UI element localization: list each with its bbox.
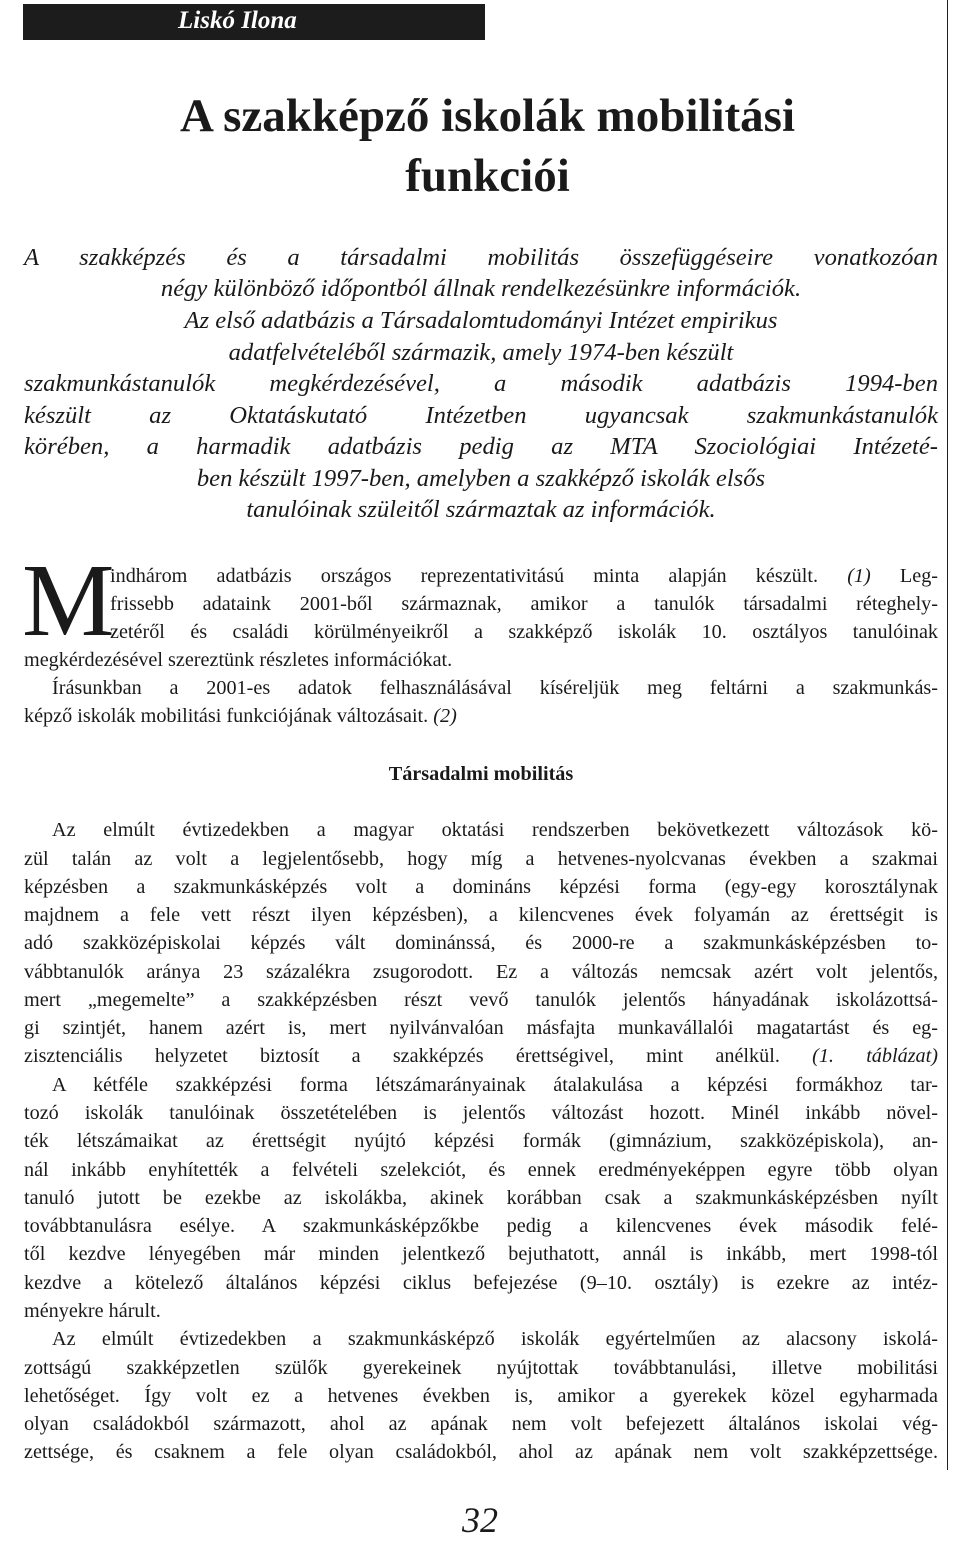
abstract-line: tanulóinak szüleitől származtak az információk. <box>246 496 716 523</box>
article-title-line-1: A szakképző iskolák mobilitási <box>179 90 796 142</box>
page-number: 32 <box>462 1500 498 1540</box>
author-name: Liskó Ilona <box>178 7 297 34</box>
abstract-line: körében, a harmadik adatbázis pedig az MTA Szociológiai Intézeté- <box>24 433 938 460</box>
author-header-bar <box>23 4 485 40</box>
body-line: lehetőséget. Így volt ez a hetvenes években is, amikor a gyerekek közel egyharmada <box>24 1385 938 1407</box>
intro-line: zetéről és családi körülményeikről a szakképző iskolák 10. osztályos tanulóinak <box>110 621 938 643</box>
section-heading: Társadalmi mobilitás <box>388 763 574 785</box>
body-line: tanuló jutott be ezekbe az iskolákba, akinek korábban csak a szakmunkásképzésben nyílt <box>24 1187 938 1209</box>
intro-line-1-end: Leg- <box>899 565 939 587</box>
body-line: kezdve a kötelező általános képzési ciklus befejezése (9–10. osztály) is ezekre az intéz- <box>24 1272 938 1294</box>
body-line: tozó iskolák tanulóinak összetételében is jelentős változást hozott. Minél inkább növel- <box>24 1102 938 1124</box>
article-title-line-2: funkciói <box>405 150 570 202</box>
body-line: Az elmúlt évtizedekben a magyar oktatási rendszerben bekövetkezett változások kö- <box>52 819 938 841</box>
intro-line <box>24 702 938 730</box>
body-line: olyan családokból származott, ahol az apának nem volt befejezett általános iskolai vég- <box>24 1413 938 1435</box>
intro-line <box>110 562 938 590</box>
body-line <box>24 1042 938 1070</box>
body-line: vábbtanulók aránya 23 százalékra zsugorodott. Ez a változás nemcsak azért volt jelentős, <box>24 961 938 983</box>
table-reference: (1. táblázat) <box>812 1045 938 1067</box>
body-line: A kétféle szakképzési forma létszámarányainak átalakulása a képzési formákhoz tar- <box>52 1074 938 1096</box>
abstract-line: A szakképzés és a társadalmi mobilitás összefüggéseire vonatkozóan <box>24 244 938 271</box>
intro-line: megkérdezésével szereztünk részletes információkat. <box>24 649 453 671</box>
abstract-line: négy különböző időpontból állnak rendelkezésünkre információk. <box>160 275 802 302</box>
body-line: zettsége, és csaknem a fele olyan családokból, ahol az apának nem volt szakképzettsége. <box>24 1441 938 1463</box>
body-line: től kezdve lényegében már minden jelentkező bejuthatott, annál is inkább, mert 1998-tól <box>24 1243 938 1265</box>
body-line: ték létszámaikat az érettségit nyújtó képzési formák (gimnázium, szakközépiskola), an- <box>24 1130 938 1152</box>
body-line: képzésben a szakmunkásképzés volt a domináns képzési forma (egy-egy korosztálynak <box>24 876 938 898</box>
body-line-text: zisztenciális helyzetet biztosít a szakképzés érettségivel, mint anélkül. <box>24 1045 780 1067</box>
note-reference: (1) <box>847 565 871 587</box>
abstract-line: adatfelvételéből származik, amely 1974-ben készült <box>228 339 734 366</box>
abstract-line: szakmunkástanulók megkérdezésével, a második adatbázis 1994-ben <box>24 370 938 397</box>
body-line: mert „megemelte” a szakképzésben részt vevő tanulók jelentős hányadának iskolázottsá- <box>24 989 938 1011</box>
abstract-line: ben készült 1997-ben, amelyben a szakképző iskolák elsős <box>196 465 766 492</box>
intro-line-6-text: képző iskolák mobilitási funkciójának változásait. <box>24 705 429 727</box>
body-line: adó szakközépiskolai képzés vált dominánssá, és 2000-re a szakmunkásképzésben to- <box>24 932 938 954</box>
right-margin-rule <box>947 0 948 1470</box>
body-line: zül talán az volt a legjelentősebb, hogy míg a hetvenes-nyolcvanas években a szakmai <box>24 848 938 870</box>
abstract-line: Az első adatbázis a Társadalomtudományi Intézet empirikus <box>184 307 778 334</box>
body-line: ményekre hárult. <box>24 1300 161 1322</box>
body-line: nál inkább enyhítették a felvételi szelekciót, és ennek eredményeképpen egyre több olyan <box>24 1159 938 1181</box>
abstract-line: készült az Oktatáskutató Intézetben ugyancsak szakmunkástanulók <box>24 402 938 429</box>
intro-line: Írásunkban a 2001-es adatok felhasználásával kíséreljük meg feltárni a szakmunkás- <box>52 677 938 699</box>
body-line: továbbtanulásra esélye. A szakmunkásképzőkbe pedig a kilencvenes évek második felé- <box>24 1215 938 1237</box>
intro-line-1-text: indhárom adatbázis országos reprezentativitású minta alapján készült. <box>110 565 819 587</box>
body-line: gi szintjét, hanem azért is, mert nyilvánvalóan másfajta munkavállalói magatartást és eg- <box>24 1017 938 1039</box>
body-line: Az elmúlt évtizedekben a szakmunkásképző iskolák egyértelműen az alacsony iskolá- <box>52 1328 938 1350</box>
body-line: majdnem a fele vett részt ilyen képzésben), a kilencvenes évek folyamán az érettségit is <box>24 904 938 926</box>
intro-line: frissebb adataink 2001-ből származnak, amikor a tanulók társadalmi réteghely- <box>110 593 938 615</box>
body-line: zottságú szakképzetlen szülők gyerekeinek nyújtottak továbbtanulási, illetve mobilitási <box>24 1357 938 1379</box>
drop-cap: M <box>22 543 115 658</box>
note-reference: (2) <box>433 705 457 727</box>
